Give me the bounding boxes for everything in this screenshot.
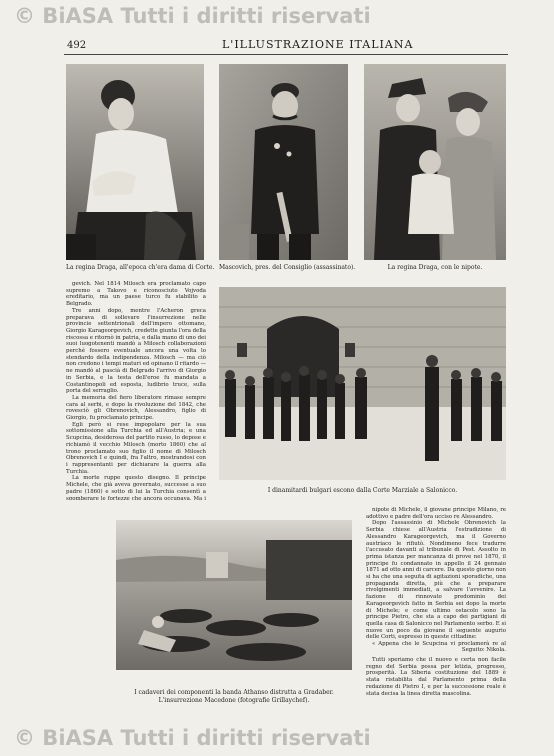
caption-photo-5-line-2: L'insurrezione Macedone (fotografie Grillaychef). [158, 697, 310, 704]
paragraph: Dopo l'assassinio di Michele Obrenovich la Serbia chiese all'Austria l'estradizione di Alessandro Karageorgevich, ma il Governo austriaco le rifiutò. Nondimeno fece tradurre l'accusato davanti al tribunale di Pest. Assolto in prima istanza per mancanza di prove nel 1870, il principe fu condannato in appello il 24 gennaio 1871 ad otto anni di carcere. Da questo giorno non si ha che una seguita di agitazioni sporadiche, una propaganda diretta, più che a preparare rivolgimenti immediati, a salvare l'avvenire. La fazione di rinnovato predominio dei Karageorgevich fatto in Serbia sei dopo la morte di Michele; e come ultimo ostacolo sono la principe Pietro, che sta a capo dei partigiani di quella casa di Salonicco nel Parlamento serbo. E si nuove un poco da giovane il seguente augurio delle Corti, espresso in queste cittadine: [366, 520, 506, 641]
paragraph: « Appena che le Scupcina vi proclamerà re al [372, 641, 506, 646]
article-column-right-end [366, 657, 506, 709]
paragraph: La memoria del fiero liberatore rimase sempre cara al serbi, e dopo la rivoluzione del 1842, che rovesciò gli Obrenovich, Alessandro, figlio di Giorgio, fu proclamato principe. [66, 394, 206, 422]
article-column-left [66, 281, 206, 500]
caption-photo-3: La regina Draga, con le nipote. [387, 264, 483, 271]
watermark-top: © BiASA Tutti i diritti riservati [14, 4, 371, 28]
photo-band-athanso-corpses [116, 520, 352, 670]
page-number: 492 [67, 40, 87, 51]
signature: Seguito: Nikola. [461, 647, 506, 653]
paragraph: Egli però si rese impopolare per la sua sottomissione alla Turchia ed all'Austria; e una Scupcina, desiderosa del partito russo, lo depose e richiamò il vecchio Milosch (morto 1860) che al trono proclamato suo figlio il nome di Milosch Obrenovich I e quindi, fra l'altro, mostrandosi con i rappresentanti per dichiarare la guerra alla Turchia. [66, 421, 206, 475]
photo-queen-with-nieces [364, 64, 506, 260]
caption-photo-1: La regina Draga, all'epoca ch'era dama di Corte. [66, 264, 215, 271]
header-rule [64, 54, 508, 55]
watermark-bottom: © BiASA Tutti i diritti riservati [14, 726, 371, 750]
paragraph: Tutti speriamo che il nuovo e certa non facile regno del Serbia possa per letizia, progresso, prosperità. La Siberia costituzione del 1889 è stata ristabilita dal Parlamento prima della redazione di Pietro I, e per la successione reale è stata decisa la linea diretta mascolina. [366, 657, 506, 697]
paragraph: Tre anni dopo, mentre l'Acheron greca preparava di sollevare l'insurrezione nelle provincie settentrionali dell'impero ottomano, Giorgio Karageorgevich, credette giunta l'ora della riscossa e ritornò in patria, e dalla mano di uno dei suoi luogotenenti mandò a Milosch collaborazioni perché fossero eventuale ancora una volta lo stendardo della indipendenza. Milosch — ma ciò non credono i tempi maturi ed opinano il ritardo — ne mandò al pascià di Belgrado l'arrivo di Giorgio in Serbia, e la testa dell'eroe fu mandata a Costantinopoli ed esposta, ludibrio truce, sulla porta del serraglio. [66, 307, 206, 395]
running-title: L'ILLUSTRAZIONE ITALIANA [222, 38, 414, 51]
paragraph: nipote di Michele, il giovane principe Milano, re adottivo e padre dell'ora ucciso re Alessandro. [366, 507, 506, 520]
photo-bulgarian-dynamiters-court [219, 287, 506, 480]
caption-photo-2: Mascovich, pres. del Consiglio (assassinato). [219, 264, 356, 271]
paragraph: La morte ruppe questo disegno. Il principe Michele, che già aveva governato, successe a suo padre (1860) e sotto di lui la Turchia consentì a sgomberare le fortezze che ancora occupava. Ma i [66, 475, 206, 500]
photo-mascovich-officer [219, 64, 348, 260]
photo-queen-draga-seated [66, 64, 204, 260]
paragraph: gevich. Nel 1814 Milosch era proclamato capo supremo a Takovo e riconosciuto Vojvoda ereditario, ma un paese turco fu stabilito a Belgrado. [66, 281, 206, 308]
article-column-right [366, 507, 506, 646]
caption-photo-5-line-1: I cadaveri dei componenti la banda Athanso distrutta a Gradaber. [134, 689, 334, 696]
caption-photo-4: I dinamitardi bulgari escono dalla Corte Marziale a Salonicco. [267, 487, 458, 494]
